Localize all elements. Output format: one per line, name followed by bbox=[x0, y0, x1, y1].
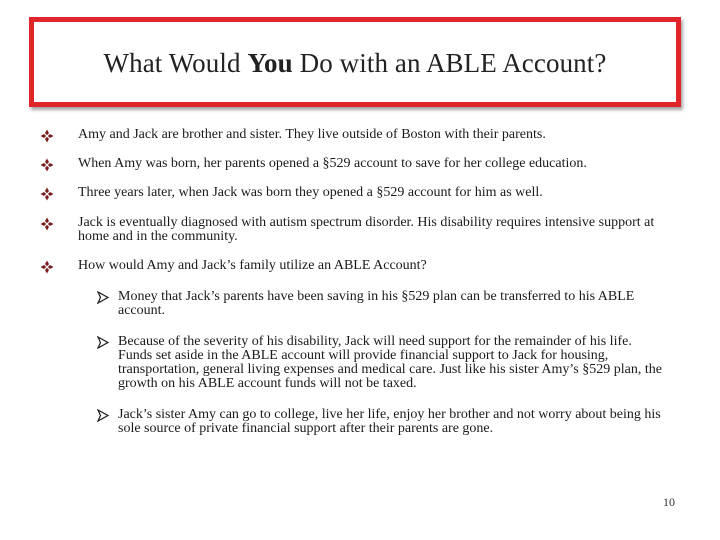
diamond-bullet-icon bbox=[40, 260, 54, 274]
page-number: 10 bbox=[663, 495, 675, 509]
sub-bullet-text: Money that Jack’s parents have been saving in his §529 plan can be transferred to his ABLE account. bbox=[118, 289, 635, 318]
sub-bullet-item bbox=[97, 335, 667, 391]
diamond-bullet-icon bbox=[40, 158, 54, 172]
title-suffix: Do with an ABLE Account? bbox=[292, 47, 607, 78]
diamond-bullet-icon bbox=[40, 187, 54, 201]
arrow-bullet-icon bbox=[97, 336, 109, 349]
sub-bullet-item bbox=[97, 290, 667, 318]
sub-bullet-text: Jack’s sister Amy can go to college, live her life, enjoy her brother and not worry about being his sole source of private financial support after their parents are gone. bbox=[118, 407, 661, 436]
bullet-text: Three years later, when Jack was born they opened a §529 account for him as well. bbox=[78, 185, 543, 200]
bullet-item bbox=[40, 128, 680, 143]
diamond-bullet-icon bbox=[40, 217, 54, 231]
arrow-bullet-icon bbox=[97, 291, 109, 304]
bullet-text: Amy and Jack are brother and sister. They live outside of Boston with their parents. bbox=[78, 127, 546, 142]
title-emphasis: You bbox=[247, 47, 293, 78]
title-prefix: What Would bbox=[103, 47, 248, 78]
bullet-item bbox=[40, 186, 680, 201]
arrow-bullet-icon bbox=[97, 409, 109, 422]
bullet-item bbox=[40, 157, 680, 172]
sub-bullet-item bbox=[97, 408, 667, 436]
bullet-item bbox=[40, 259, 680, 274]
bullet-text: Jack is eventually diagnosed with autism spectrum disorder. His disability requires intensive support at home and in the community. bbox=[78, 215, 655, 244]
bullet-text: When Amy was born, her parents opened a §529 account to save for her college education. bbox=[78, 156, 587, 171]
sub-bullet-text: Because of the severity of his disability, Jack will need support for the remainder of his life. Funds set aside in the ABLE account will provide financial support to Jack for housing, transportation, general living expenses and medical care. Just like his sister Amy’s §529 plan, the growth on his ABLE account funds will not be taxed. bbox=[118, 334, 662, 391]
bullet-item bbox=[40, 216, 680, 244]
diamond-bullet-icon bbox=[40, 129, 54, 143]
bullet-text: How would Amy and Jack’s family utilize an ABLE Account? bbox=[78, 258, 427, 273]
